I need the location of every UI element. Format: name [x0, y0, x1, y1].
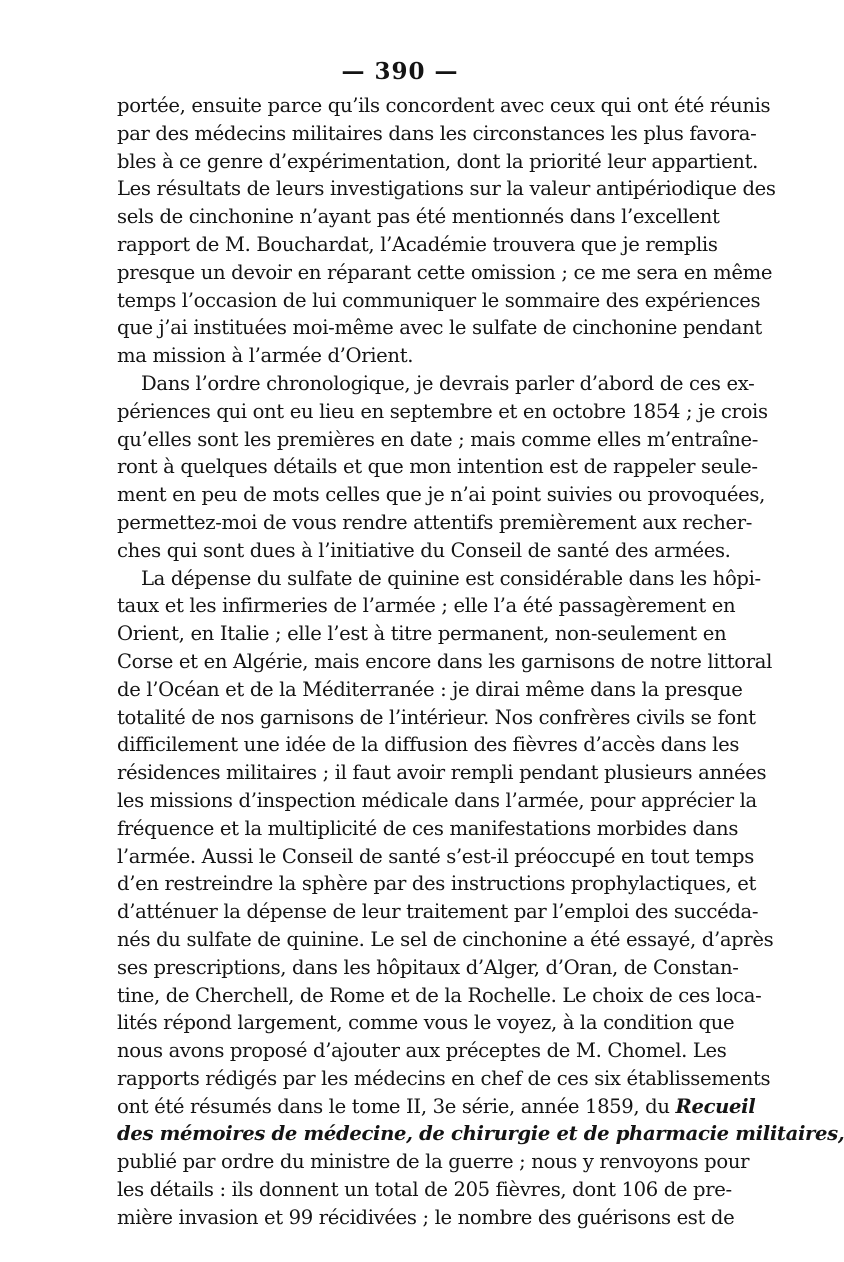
- text-line: presque un devoir en réparant cette omission ; ce me sera en même: [117, 260, 773, 284]
- text-line: ment en peu de mots celles que je n’ai point suivies ou provoquées,: [117, 483, 766, 507]
- text-line: ront à quelques détails et que mon intention est de rappeler seule-: [117, 455, 758, 479]
- text-line: d’en restreindre la sphère par des instructions prophylactiques, et: [117, 872, 757, 896]
- paragraph-start-line: La dépense du sulfate de quinine est considérable dans les hôpi-: [141, 566, 761, 590]
- text-line: qu’elles sont les premières en date ; mais comme elles m’entraîne-: [117, 427, 759, 451]
- text-line: l’armée. Aussi le Conseil de santé s’est-il préoccupé en tout temps: [117, 844, 754, 868]
- text-line: mière invasion et 99 récidivées ; le nombre des guérisons est de: [117, 1205, 735, 1229]
- body-text: [117, 92, 844, 1232]
- text-line: permettez-moi de vous rendre attentifs premièrement aux recher-: [117, 510, 753, 534]
- text-line: Orient, en Italie ; elle l’est à titre permanent, non-seulement en: [117, 622, 727, 646]
- text-line: tine, de Cherchell, de Rome et de la Rochelle. Le choix de ces loca-: [117, 983, 762, 1007]
- text-line: de l’Océan et de la Méditerranée : je dirai même dans la presque: [117, 677, 743, 701]
- line-text: ont été résumés dans le tome II, 3e série, année 1859, du: [117, 1094, 670, 1118]
- page-number: — 390 —: [341, 58, 459, 85]
- text-line: nous avons proposé d’ajouter aux préceptes de M. Chomel. Les: [117, 1039, 727, 1063]
- text-line: difficilement une idée de la diffusion des fièvres d’accès dans les: [117, 733, 740, 757]
- text-line: Corse et en Algérie, mais encore dans les garnisons de notre littoral: [117, 649, 772, 673]
- text-line: périences qui ont eu lieu en septembre et en octobre 1854 ; je crois: [117, 399, 768, 423]
- text-line: totalité de nos garnisons de l’intérieur. Nos confrères civils se font: [117, 705, 756, 729]
- text-line: sels de cinchonine n’ayant pas été mentionnés dans l’excellent: [117, 205, 720, 229]
- text-line: lités répond largement, comme vous le voyez, à la condition que: [117, 1011, 735, 1035]
- text-line: ses prescriptions, dans les hôpitaux d’Alger, d’Oran, de Constan-: [117, 955, 739, 979]
- journal-title: Recueil: [675, 1094, 756, 1118]
- text-line: temps l’occasion de lui communiquer le sommaire des expériences: [117, 288, 761, 312]
- text-line: rapport de M. Bouchardat, l’Académie trouvera que je remplis: [117, 232, 718, 256]
- text-line: les missions d’inspection médicale dans l’armée, pour apprécier la: [117, 788, 757, 812]
- text-line: par des médecins militaires dans les circonstances les plus favora-: [117, 121, 757, 145]
- journal-title: des mémoires de médecine, de chirurgie et de pharmacie militaires,: [117, 1122, 844, 1146]
- text-line: d’atténuer la dépense de leur traitement par l’emploi des succéda-: [117, 900, 759, 924]
- text-line: portée, ensuite parce qu’ils concordent avec ceux qui ont été réunis: [117, 94, 771, 117]
- text-line: résidences militaires ; il faut avoir rempli pendant plusieurs années: [117, 761, 767, 785]
- text-line: que j’ai instituées moi-même avec le sulfate de cinchonine pendant: [117, 316, 762, 340]
- text-line: Les résultats de leurs investigations sur la valeur antipériodique des: [117, 177, 776, 201]
- citation-line: [117, 1120, 844, 1148]
- text-line: taux et les infirmeries de l’armée ; elle l’a été passagèrement en: [117, 594, 736, 618]
- text-line: bles à ce genre d’expérimentation, dont la priorité leur appartient.: [117, 149, 758, 173]
- text-line: rapports rédigés par les médecins en chef de ces six établissements: [117, 1066, 771, 1090]
- paragraph-end-line: ma mission à l’armée d’Orient.: [117, 344, 414, 368]
- paragraph-start-line: Dans l’ordre chronologique, je devrais parler d’abord de ces ex-: [141, 371, 755, 395]
- text-line: fréquence et la multiplicité de ces manifestations morbides dans: [117, 816, 739, 840]
- text-line: nés du sulfate de quinine. Le sel de cinchonine a été essayé, d’après: [117, 927, 774, 951]
- paragraph-end-line: ches qui sont dues à l’initiative du Conseil de santé des armées.: [117, 538, 731, 562]
- text-line: les détails : ils donnent un total de 205 fièvres, dont 106 de pre-: [117, 1178, 732, 1202]
- text-line: publié par ordre du ministre de la guerre ; nous y renvoyons pour: [117, 1150, 750, 1174]
- text-line-with-citation: [117, 1093, 756, 1121]
